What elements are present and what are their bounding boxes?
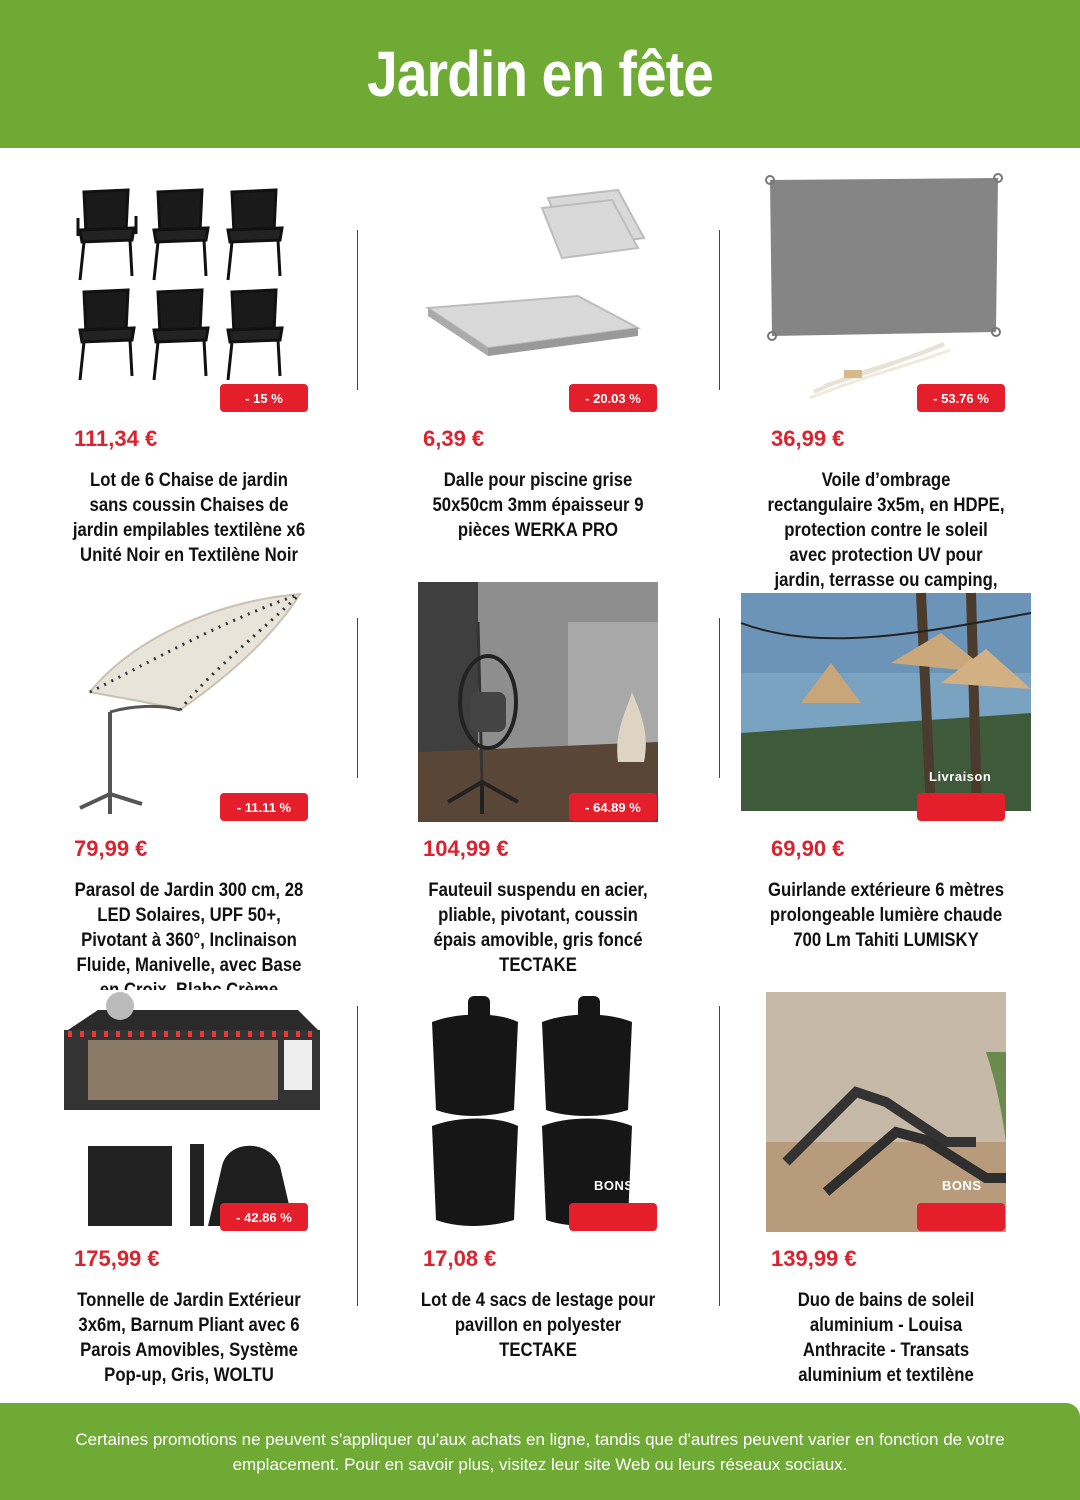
column-divider [357,618,358,778]
shade-sail-illustration [764,172,1008,412]
product-title[interactable]: Duo de bains de soleil aluminium - Louisa Anthracite - Transats aluminium et textilène [797,1290,975,1386]
column-divider [719,1006,720,1306]
page-footer [0,1403,1080,1500]
product-title[interactable]: Parasol de Jardin 300 cm, 28 LED Solaires, UPF 50+, Pivotant à 360°, Inclinaison Fluide, Manivelle, avec Base [74,880,304,976]
column-divider [719,618,720,778]
product-price: 104,99 € [423,836,509,861]
discount-badge: - 20.03 % [569,384,657,412]
discount-badge: - 15 % [220,384,308,412]
product-title[interactable]: Voile d’ombrage rectangulaire 3x5m, en HDPE, protection contre le soleil avec protection UV pour jardin, terrasse ou camping, [767,470,1005,591]
discount-badge [569,1203,657,1231]
product-grid [0,148,1080,1403]
weight-bags-illustration [418,992,658,1232]
page-header [0,0,1080,148]
page-title: Jardin en fête [367,38,713,110]
product-title[interactable]: Dalle pour piscine grise 50x50cm 3mm épaisseur 9 pièces WERKA PRO [432,470,644,541]
gazebo-illustration [58,990,320,1234]
product-price: 69,90 € [771,836,845,861]
product-image-sun-loungers[interactable] [766,992,1006,1232]
product-title[interactable]: Tonnelle de Jardin Extérieur 3x6m, Barnum Pliant avec 6 Parois Amovibles, Système Pop-up, Gris, WOLTU [77,1290,301,1386]
chairs-illustration [70,172,310,412]
product-image-weight-bags[interactable] [418,992,658,1232]
product-title[interactable]: Guirlande extérieure 6 mètres prolongeable lumière chaude 700 Lm Tahiti LUMISKY [767,880,1005,951]
product-price: 36,99 € [771,426,845,451]
product-title[interactable]: Lot de 6 Chaise de jardin sans coussin Chaises de jardin empilables textilène x6 Unité Noir en Textilène Noir [72,470,306,566]
product-image-chairs[interactable] [70,172,310,412]
discount-badge: - 42.86 % [220,1203,308,1231]
image-watermark: BONS [942,1178,982,1193]
image-watermark: BONS [594,1178,634,1193]
product-image-parasol[interactable] [70,582,310,822]
column-divider [357,230,358,390]
product-image-hanging-chair[interactable] [418,582,658,822]
product-image-pool-tiles[interactable] [418,178,658,398]
hanging-chair-illustration [418,582,658,822]
parasol-illustration [70,582,310,822]
discount-badge [917,793,1005,821]
product-title[interactable]: Fauteuil suspendu en acier, pliable, pivotant, coussin épais amovible, gris foncé TECTAKE [428,880,648,976]
product-price: 111,34 € [74,426,158,451]
sun-loungers-illustration [766,992,1006,1232]
product-price: 6,39 € [423,426,485,451]
column-divider [357,1006,358,1306]
pool-tiles-illustration [418,178,658,398]
product-image-gazebo[interactable] [58,990,320,1234]
discount-badge: - 11.11 % [220,793,308,821]
column-divider [719,230,720,390]
discount-badge: - 53.76 % [917,384,1005,412]
product-price: 139,99 € [771,1246,857,1271]
footer-disclaimer: Certaines promotions ne peuvent s'appliquer qu'aux achats en ligne, tandis que d'autres peuvent varier en fonction de votre emplacement. Pour en savoir plus, visitez leur site Web ou leurs réseaux sociaux. [75,1429,1005,1474]
image-watermark: Livraison [929,769,992,784]
discount-badge [917,1203,1005,1231]
product-title[interactable]: Lot de 4 sacs de lestage pour pavillon en polyester TECTAKE [420,1290,656,1361]
product-price: 79,99 € [74,836,148,861]
product-price: 175,99 € [74,1246,160,1271]
discount-badge: - 64.89 % [569,793,657,821]
product-image-shade-sail[interactable] [764,172,1008,412]
product-price: 17,08 € [423,1246,497,1271]
product-image-string-lights[interactable] [741,593,1031,811]
